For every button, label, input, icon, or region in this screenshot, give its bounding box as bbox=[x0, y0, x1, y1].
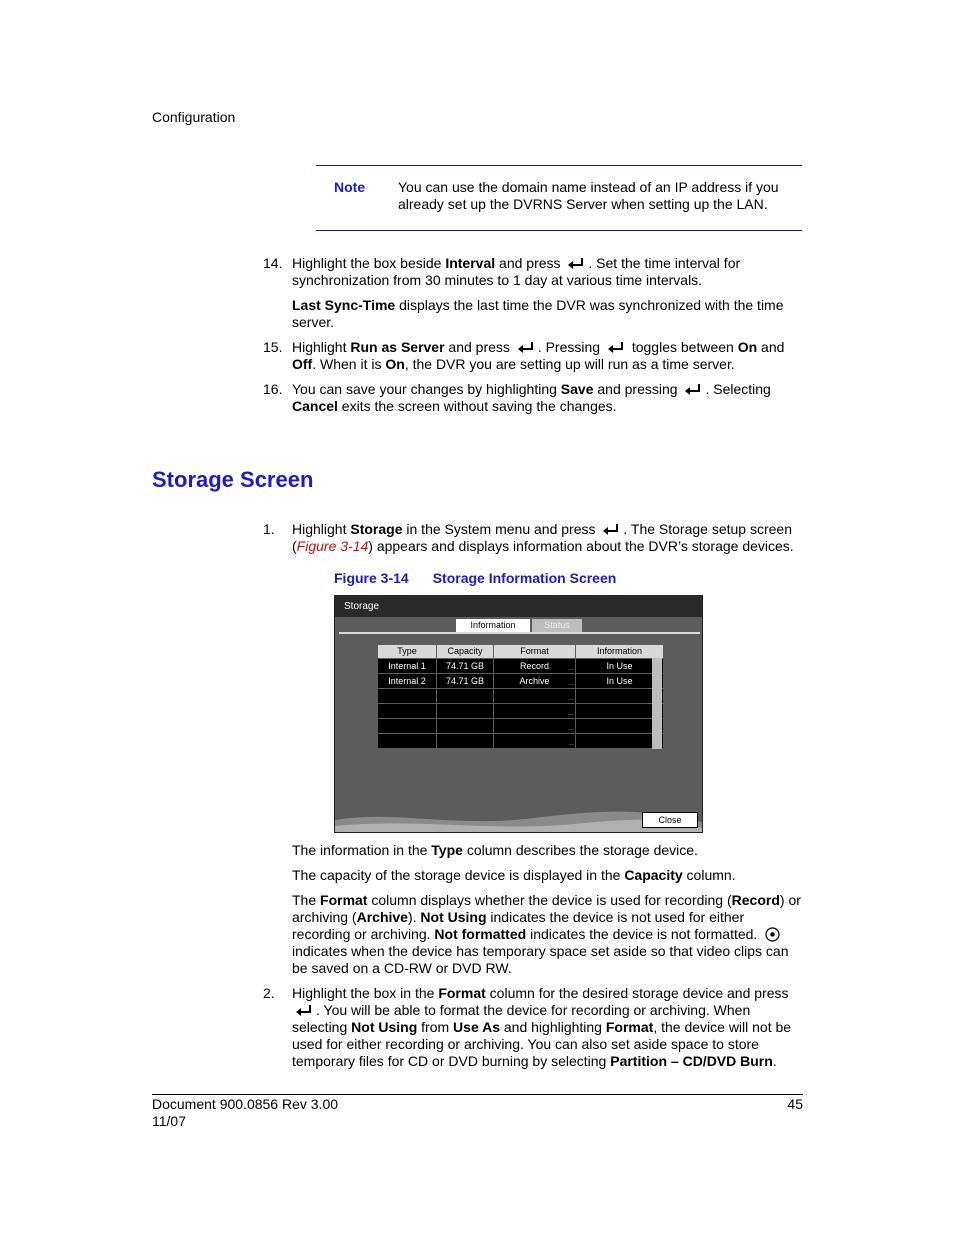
step-number: 16. bbox=[263, 381, 283, 397]
footer-rule bbox=[152, 1094, 803, 1095]
note-label: Note bbox=[334, 179, 366, 195]
table-row bbox=[378, 734, 664, 749]
step-number: 2. bbox=[263, 985, 275, 1001]
cell-format[interactable] bbox=[494, 719, 576, 734]
storage-table bbox=[377, 644, 664, 749]
cell-information[interactable]: In Use ... bbox=[576, 659, 664, 674]
cell-capacity bbox=[437, 734, 494, 749]
capacity-description: The capacity of the storage device is displayed in the Capacity column. bbox=[292, 867, 736, 883]
cell-capacity bbox=[437, 704, 494, 719]
cell-type: Internal 1 bbox=[378, 659, 437, 674]
enter-key-icon bbox=[566, 257, 586, 270]
step-2-text: Highlight the box in the Format column for the desired storage device and press . You will be able to format the device for recording or archiving. When selecting Not Using from Use As and highlighting Format, the device will not be used for either recording or archiving. You can also set aside space to store temporary files for CD or DVD burning by selecting Partition – CD/DVD Burn. bbox=[292, 985, 792, 1069]
table-row bbox=[378, 704, 664, 719]
enter-key-icon bbox=[601, 523, 621, 536]
figure-caption-number: Figure 3-14 bbox=[334, 570, 409, 586]
column-header-type: Type bbox=[378, 645, 437, 659]
figure-caption bbox=[334, 570, 616, 587]
column-header-information: Information bbox=[576, 645, 664, 659]
close-button[interactable]: Close bbox=[642, 812, 698, 828]
cell-format[interactable] bbox=[494, 704, 576, 719]
cell-information[interactable] bbox=[576, 689, 664, 704]
page-number: 45 bbox=[787, 1096, 803, 1112]
column-header-format: Format bbox=[494, 645, 576, 659]
footer-document-info bbox=[152, 1096, 338, 1130]
enter-key-icon bbox=[294, 1004, 314, 1017]
cell-information[interactable] bbox=[576, 719, 664, 734]
enter-key-icon bbox=[516, 341, 536, 354]
table-row bbox=[378, 719, 664, 734]
cell-capacity: 74.71 GB bbox=[437, 659, 494, 674]
cell-capacity bbox=[437, 719, 494, 734]
cell-type bbox=[378, 719, 437, 734]
tab-information[interactable]: Information bbox=[456, 619, 530, 632]
note-top-rule bbox=[316, 165, 802, 166]
cell-information[interactable] bbox=[576, 734, 664, 749]
storage-window-title: Storage bbox=[335, 596, 702, 617]
cell-format[interactable]: Archive ... bbox=[494, 674, 576, 689]
note-text: You can use the domain name instead of an IP address if you already set up the DVRNS Server when setting up the LAN. bbox=[398, 179, 779, 212]
cell-type bbox=[378, 689, 437, 704]
step-16-text: You can save your changes by highlighting Save and pressing . Selecting Cancel exits the screen without saving the changes. bbox=[292, 381, 771, 414]
cell-format[interactable] bbox=[494, 734, 576, 749]
step-number: 1. bbox=[263, 521, 275, 537]
enter-key-icon bbox=[606, 341, 626, 354]
step-14-text: Highlight the box beside Interval and press . Set the time interval for synchronization from 30 minutes to 1 day at various time intervals. bbox=[292, 255, 741, 288]
cell-capacity: 74.71 GB bbox=[437, 674, 494, 689]
cell-capacity bbox=[437, 689, 494, 704]
running-header: Configuration bbox=[152, 109, 236, 125]
cell-type: Internal 2 bbox=[378, 674, 437, 689]
disc-icon bbox=[765, 927, 780, 942]
storage-screen-figure bbox=[334, 595, 703, 833]
enter-key-icon bbox=[683, 383, 703, 396]
tab-status[interactable]: Status bbox=[532, 619, 582, 632]
step-15-text: Highlight Run as Server and press . Pressing toggles between On and Off. When it is On, the DVR you are setting up will run as a time server. bbox=[292, 339, 785, 372]
column-header-capacity: Capacity bbox=[437, 645, 494, 659]
tab-divider bbox=[339, 632, 700, 634]
step-number: 15. bbox=[263, 339, 283, 355]
table-row bbox=[378, 674, 664, 689]
cell-format[interactable] bbox=[494, 689, 576, 704]
cell-format[interactable]: Record ... bbox=[494, 659, 576, 674]
cell-information[interactable] bbox=[576, 704, 664, 719]
table-scrollbar[interactable] bbox=[652, 658, 662, 749]
step-1-text: Highlight Storage in the System menu and press . The Storage setup screen (Figure 3-14) appears and displays information about the DVR’s storage devices. bbox=[292, 521, 794, 554]
cell-type bbox=[378, 704, 437, 719]
type-description: The information in the Type column describes the storage device. bbox=[292, 842, 698, 858]
note-bottom-rule bbox=[316, 230, 802, 231]
step-14-sync-text: Last Sync-Time displays the last time the DVR was synchronized with the time server. bbox=[292, 297, 784, 330]
section-title: Storage Screen bbox=[152, 467, 314, 492]
document-date: 11/07 bbox=[152, 1113, 186, 1129]
document-number: Document 900.0856 Rev 3.00 bbox=[152, 1096, 339, 1112]
cell-information[interactable]: In Use ... bbox=[576, 674, 664, 689]
table-row bbox=[378, 659, 664, 674]
figure-caption-title: Storage Information Screen bbox=[432, 570, 617, 586]
format-description: The Format column displays whether the device is used for recording (Record) or archiving (Archive). Not Using indicates the device is not used for either recording or archiving. Not formatted indicates the device is not formatted. indicates when the device has temporary space set aside so that video clips can be saved on a CD-RW or DVD RW. bbox=[292, 892, 801, 976]
figure-link[interactable]: Figure 3-14 bbox=[296, 538, 369, 554]
table-row bbox=[378, 689, 664, 704]
cell-type bbox=[378, 734, 437, 749]
step-number: 14. bbox=[263, 255, 283, 271]
